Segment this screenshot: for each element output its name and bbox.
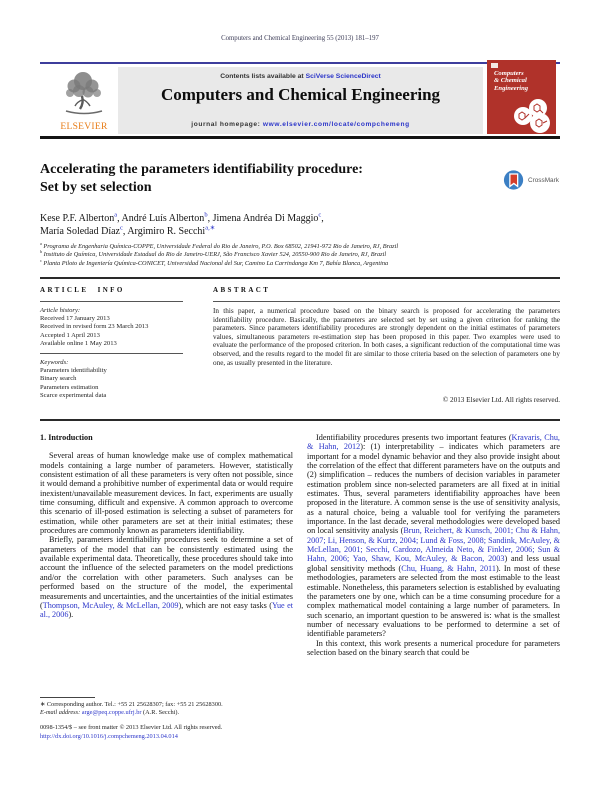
doi-link[interactable]: http://dx.doi.org/10.1016/j.compchemeng.2013.04.014 (40, 732, 178, 740)
affiliations (40, 240, 560, 268)
inline-link[interactable]: a (114, 211, 118, 219)
history-item: Available online 1 May 2013 (40, 339, 117, 347)
text-run: , Argimiro R. Secchi (122, 226, 206, 237)
journal-cover-thumbnail[interactable] (487, 60, 556, 134)
text-run: Identifiability procedures presents two important features ( (316, 433, 512, 442)
corresponding-author-line: ∗ Corresponding author. Tel.: +55 21 25628307; fax: +55 21 25628300. (40, 701, 223, 708)
journal-citation-line: Computers and Chemical Engineering 55 (2013) 181–197 (221, 35, 379, 42)
corresponding-author-footnote (40, 697, 293, 718)
page-footer (40, 724, 340, 742)
author-list (40, 212, 510, 238)
abstract-heading: ABSTRACT (213, 286, 271, 294)
article-history-label: Article history: (40, 307, 81, 314)
text-run: ), which are not easy tasks ( (178, 600, 272, 610)
inline-link[interactable]: c (318, 211, 322, 219)
text-run: Accelerating the parameters identifiability procedure: (40, 162, 363, 177)
article-title (40, 161, 490, 196)
issn-copyright-line: 0098-1354/$ – see front matter © 2013 Elsevier Ltd. All rights reserved. (40, 724, 223, 731)
intro-paragraph-4 (307, 639, 560, 658)
history-item: Accepted 1 April 2013 (40, 331, 100, 339)
contents-lists-line (118, 73, 483, 80)
inline-link[interactable]: Kravaris, Chu, & Hahn, 2012 (307, 433, 560, 452)
inline-link[interactable]: Brun, Reichert, & Kunsch, 2001; Chu & Hahn, 2007; Li, Henson, & Kurtz, 2004; Lund & Foss, 2008; Sandink, McAuley, & McLellan, 2001; Secchi, Cardozo, Almeida Neto, & Finkler, 2006; Sun & Hahn, 2006; Yao, Shaw, Kou, McAuley, & Bacon, 2003 (307, 526, 560, 564)
intro-paragraph-1 (40, 451, 293, 535)
header-purple-rule (40, 62, 560, 64)
inline-link[interactable]: Chu, Huang, & Hahn, 2011 (401, 563, 496, 573)
keywords-label: Keywords: (40, 359, 69, 366)
article-history (40, 307, 192, 348)
text-run: ) and less usual global sensitivity methods ( (307, 554, 560, 573)
abstract-copyright: © 2013 Elsevier Ltd. All rights reserved. (442, 396, 560, 404)
keyword-item: Parameters identifiability (40, 367, 107, 375)
text-run: María Soledad Díaz (40, 226, 120, 237)
keyword-item: Parameters estimation (40, 383, 99, 391)
text-run: , (321, 213, 324, 224)
keyword-item: Scarce experimental data (40, 391, 107, 399)
section-divider-rule (40, 277, 560, 279)
elsevier-tree-icon (61, 69, 107, 117)
affiliation-b: $^b$ Instituto de Química, Universidade Estadual do Rio de Janeiro-UERJ, São Francisco Xavier 524, 20550-900 Rio de Janeiro, RJ, Brazil (40, 249, 387, 259)
text-run: (A.R. Secchi). (141, 709, 180, 717)
cover-title: Computers & Chemical Engineering (494, 70, 529, 92)
text-run: , André Luís Alberton (117, 213, 205, 224)
text-run: ). (68, 610, 74, 620)
journal-title: Computers and Chemical Engineering (160, 85, 441, 104)
crossmark-icon (503, 167, 525, 193)
elsevier-logo[interactable] (52, 69, 116, 137)
text-run: In this context, this work presents a numerical procedure for parameters selection based on the binary search that could be (307, 638, 560, 657)
affiliation-a: $^a$ Programa de Engenharia Química-COPPE, Universidade Federal do Rio de Janeiro, P.O. Box 68502, 21941-972 Rio de Janeiro, RJ, Brazil (40, 240, 399, 250)
text-run: , Jimena Andréa Di Maggio (207, 213, 319, 224)
intro-paragraph-2 (40, 535, 293, 619)
text-run: journal homepage: (191, 121, 263, 128)
text-run: Set by set selection (40, 179, 152, 195)
banner-black-rule (40, 136, 560, 139)
crossmark-label: CrossMark (528, 176, 559, 184)
text-run: ): (1) interpretability – indicates which parameters are important for a model dynamic behavior and they also provide insight about the correlation of the effect that different parameters have on the outputs and (2) simplification – reduces the numbers of decision variables in parameter estimation problem since non-selected parameters are all fixed at in initial estimates. Thus, several parameters identifiability approaches have been proposed in the literature. A common sense is the use of sensitivity analysis, as a natural choice, being a valuable tool for verifying the parameters importance. In the last decade, several methodologies were developed based on local sensitivity analysis ( (307, 442, 561, 536)
body-column-right (307, 433, 560, 657)
text-run: ). In most of these methodologies, parameters are selected from the most estimable to the least estimable. Nonetheless, this parameters selection is established by evaluating the parameters one by one, which can be a time consuming procedure for a complex mathematical model containing a large number of parameters. In such scenario, an important question to be answered is: what is the smallest number of necessary evaluations to be performed to determine a set of identifiable parameters? (307, 563, 560, 639)
inline-link[interactable]: SciVerse ScienceDirect (305, 73, 381, 80)
inline-link[interactable]: Thompson, McAuley, & McLellan, 2009 (42, 600, 179, 610)
text-run: Briefly, parameters identifiability procedures seek to determine a set of parameters of the model that can be consistently estimated using the available experimental data. Theoretically, these procedures should take into account the influence of the selected parameters on the model predictions and/or the correlation with other parameters. Such analyses can be performed based on the structure of the model, the experimental measurements and uncertainties, and the uncertainties of the initial estimates ( (40, 535, 293, 610)
cover-publisher-mark (491, 63, 498, 68)
inline-link[interactable]: arge@peq.coppe.ufrj.br (81, 709, 142, 717)
history-item: Received 17 January 2013 (40, 315, 110, 323)
abstract-text: In this paper, a numerical procedure based on the binary search is proposed for accelerating the parameters identifiability procedure. Basically, the parameters are selected set by set using a given criterion for ranking the parameters. Since parameters identifiability procedures are strongly dependent on the initial estimates of parameters values, simultaneous parameters re-estimation step has been proposed in this paper. Two examples were used to evaluate the performance of the proposed criterion. In both cases, a significant reduction of the computational time was observed, and the results regard to the model fit are similar to those criteria based on the selection of parameters one by one, as usually presented in the literature. (213, 307, 560, 367)
intro-paragraph-3 (307, 433, 560, 639)
footnote-rule (40, 697, 95, 698)
body-column-left (40, 433, 293, 620)
email-line (40, 709, 293, 717)
elsevier-wordmark: ELSEVIER (60, 122, 108, 132)
text-run: Contents lists available at (220, 73, 306, 80)
crossmark-badge[interactable] (503, 166, 561, 194)
inline-link[interactable]: Yue et al., 2006 (40, 600, 293, 620)
keywords-block (40, 359, 192, 400)
text-run: Several areas of human knowledge make use of complex mathematical models containing a large number of parameters. However, statistically consistent estimation of all these parameters is very often not possible, since it would demand a prohibitive number of experimental data or would require inexistent/unavailable measurement devices. In fact, experiments are usually time consuming, difficult and expensive. A common approach to overcome this scenario of ill-posed estimation is selecting a subset of parameters for estimation, while other parameters are set at their initial estimates; these procedures are commonly known as parameters identifiability. (40, 451, 293, 536)
keywords-divider-rule (40, 353, 183, 354)
abstract-rule (213, 301, 560, 302)
abstract-bottom-rule (40, 419, 560, 421)
section-1-heading: 1. Introduction (40, 433, 93, 442)
affiliation-c: $^c$ Planta Piloto de Ingeniería Química-CONICET, Universidad Nacional del Sur, Camino La Carrindanga Km 7, Bahía Blanca, Argentina (40, 257, 389, 267)
article-info-rule (40, 301, 183, 302)
article-info-heading: ARTICLE INFO (40, 286, 125, 294)
inline-link[interactable]: c (119, 224, 123, 232)
text-run: E-mail address: (40, 709, 82, 717)
inline-link[interactable]: a,∗ (205, 224, 216, 232)
cover-molecules-art (505, 91, 555, 133)
keyword-item: Binary search (40, 375, 77, 383)
inline-link[interactable]: www.elsevier.com/locate/compchemeng (262, 121, 410, 128)
journal-homepage-line (118, 121, 483, 128)
inline-link[interactable]: b (204, 211, 208, 219)
history-item: Received in revised form 23 March 2013 (40, 323, 149, 331)
text-run: Kese P.F. Alberton (40, 213, 115, 224)
